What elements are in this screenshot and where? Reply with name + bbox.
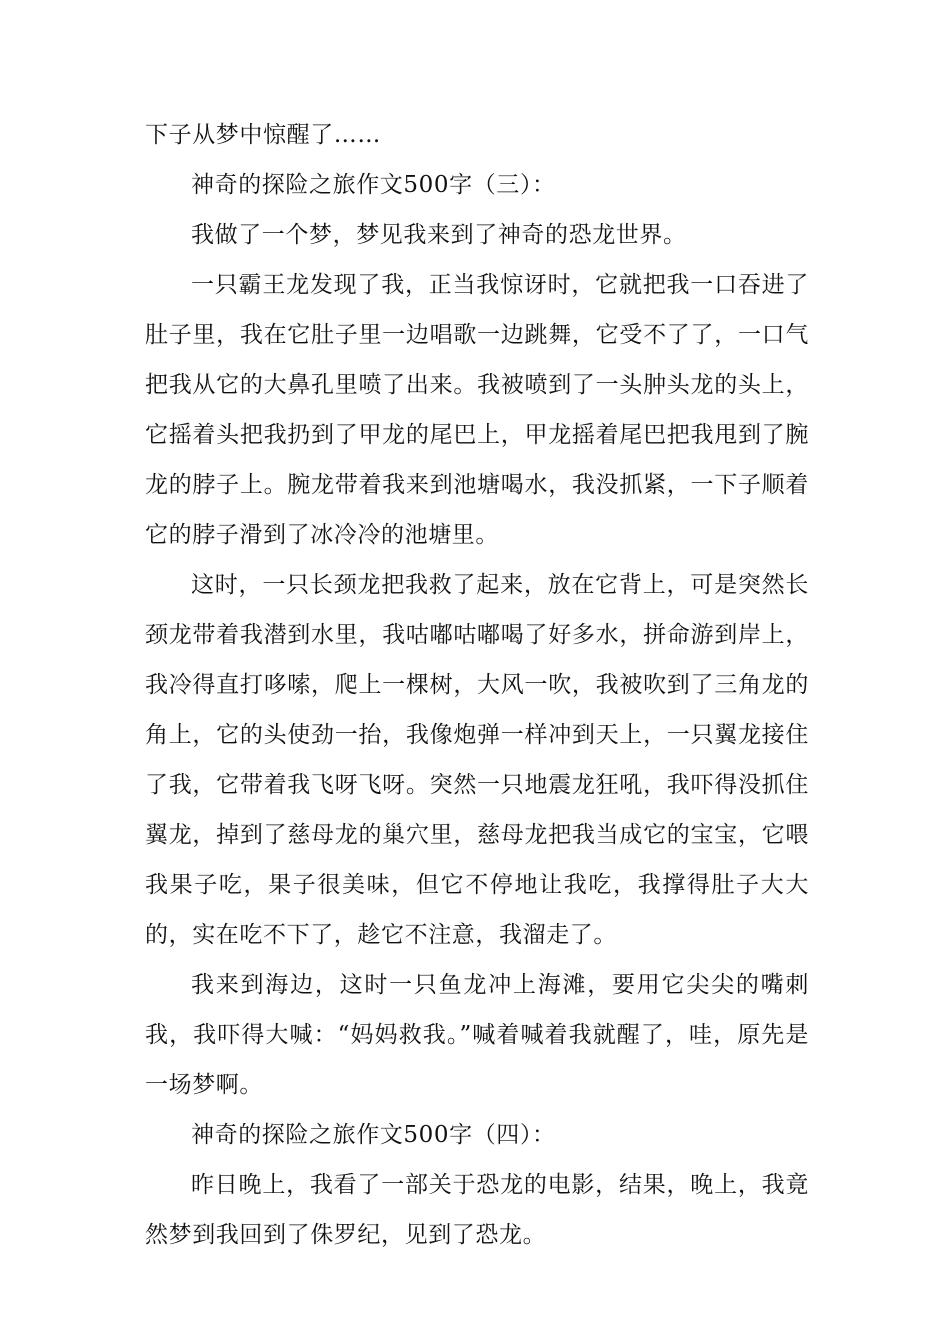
document-body: [145, 110, 809, 1260]
paragraph: 我做了一个梦，梦见我来到了神奇的恐龙世界。: [191, 222, 687, 248]
paragraph: 一只霸王龙发现了我，正当我惊讶时，它就把我一口吞进了肚子里，我在它肚子里一边唱歌一边跳舞，它受不了了，一口气把我从它的大鼻孔里喷了出来。我被喷到了一头肿头龙的头上，它摇着头把我扔到了甲龙的尾巴上，甲龙摇着尾巴把我甩到了腕龙的脖子上。腕龙带着我来到池塘喝水，我没抓紧，一下子顺着它的脖子滑到了冰冷冷的池塘里。: [145, 272, 809, 548]
section-heading-three: 神奇的探险之旅作文500字（三）：: [191, 172, 556, 198]
paragraph: 这时，一只长颈龙把我救了起来，放在它背上，可是突然长颈龙带着我潜到水里，我咕嘟咕嘟喝了好多水，拼命游到岸上，我冷得直打哆嗦，爬上一棵树，大风一吹，我被吹到了三角龙的角上，它的头使劲一抬，我像炮弹一样冲到天上，一只翼龙接住了我，它带着我飞呀飞呀。突然一只地震龙狂吼，我吓得没抓住翼龙，掉到了慈母龙的巢穴里，慈母龙把我当成它的宝宝，它喂我果子吃，果子很美味，但它不停地让我吃，我撑得肚子大大的，实在吃不下了，趁它不注意，我溜走了。: [145, 572, 809, 948]
paragraph: 我来到海边，这时一只鱼龙冲上海滩，要用它尖尖的嘴刺我，我吓得大喊：“妈妈救我。”喊着喊着我就醒了，哇，原先是一场梦啊。: [145, 972, 809, 1098]
paragraph: 昨日晚上，我看了一部关于恐龙的电影，结果，晚上，我竟然梦到我回到了侏罗纪，见到了恐龙。: [145, 1172, 809, 1248]
paragraph-continuation: 下子从梦中惊醒了……: [145, 122, 381, 148]
section-heading-four: 神奇的探险之旅作文500字（四）：: [191, 1122, 556, 1148]
